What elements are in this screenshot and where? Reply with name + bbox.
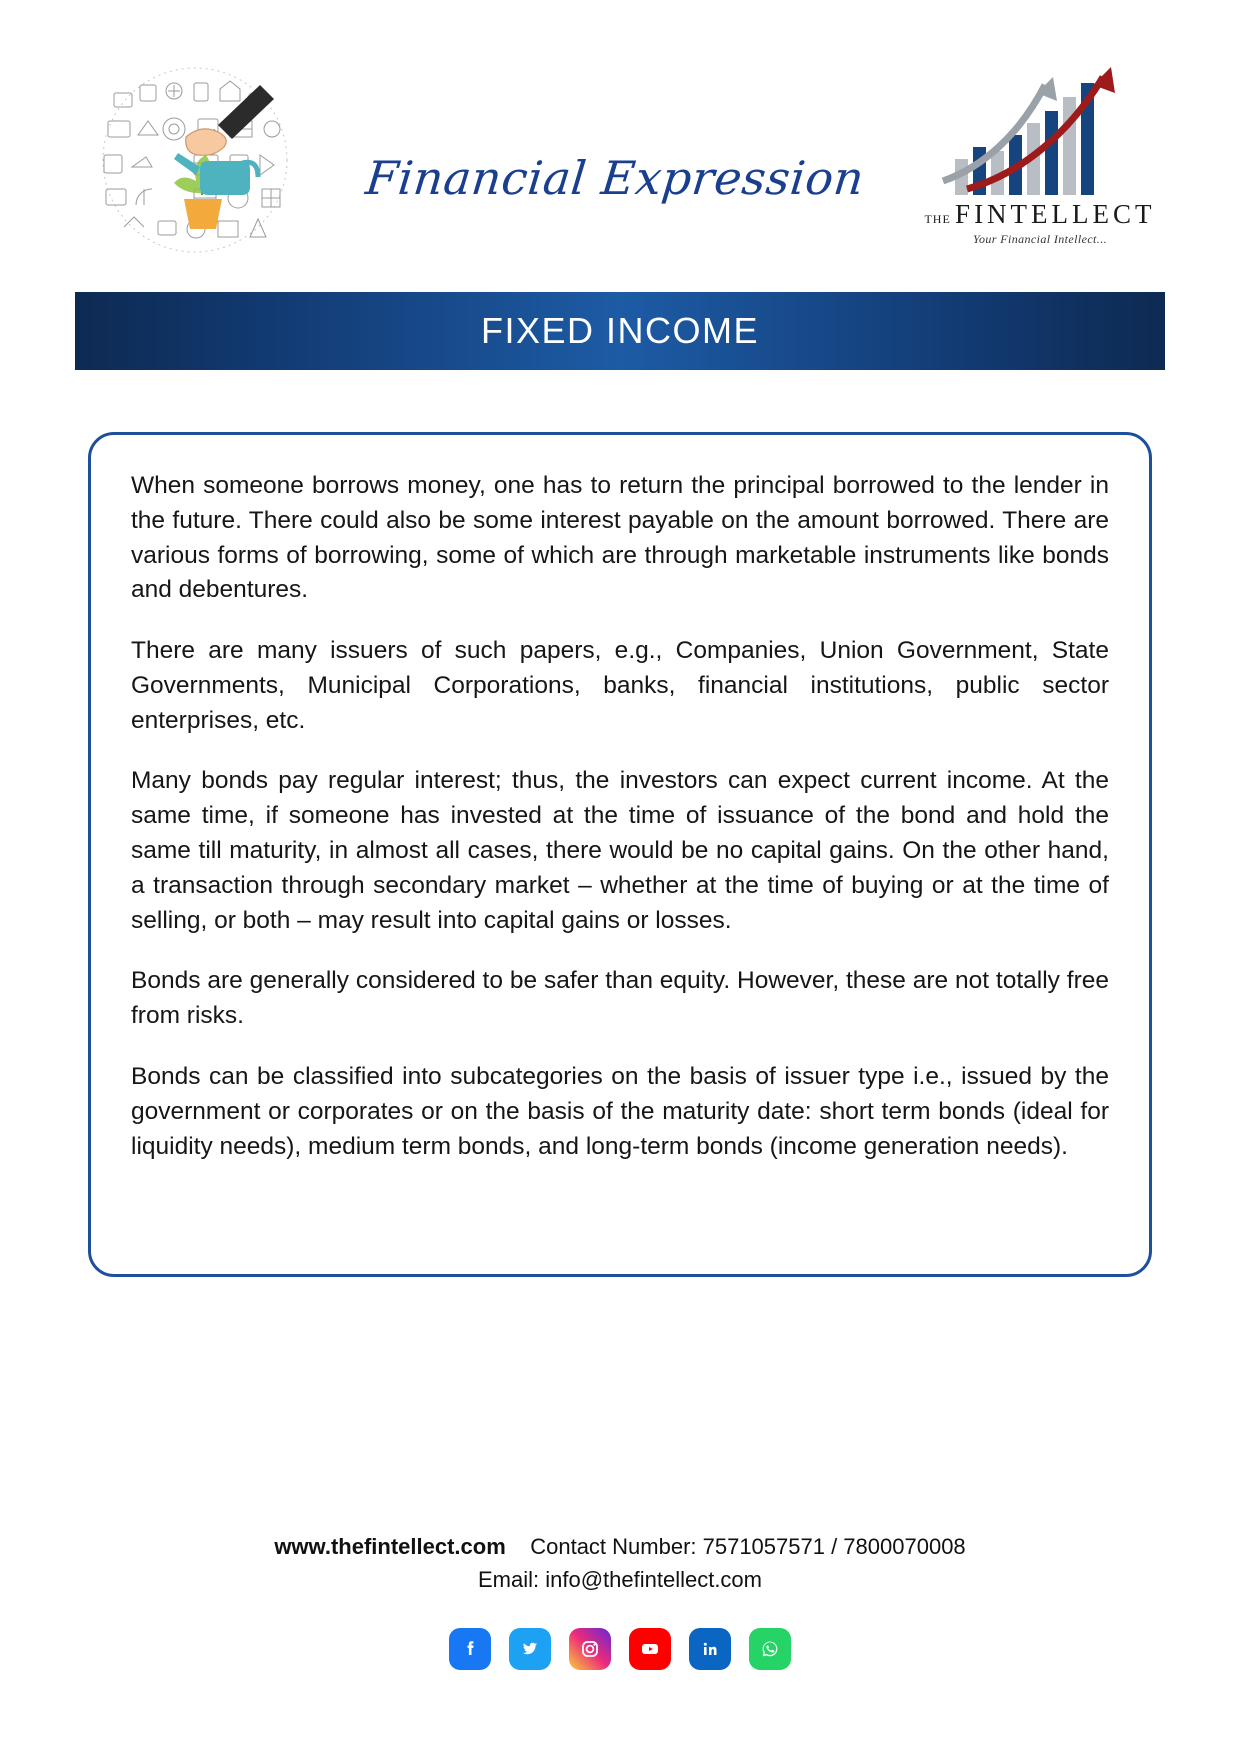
hand-pen-icon	[186, 85, 274, 155]
paragraph-1: When someone borrows money, one has to return the principal borrowed to the lender in the future. There could also be some interest payable on the amount borrowed. There are various forms of borrowing, some of which are through marketable instruments like bonds and debentures.	[131, 472, 1109, 604]
section-banner	[75, 292, 1165, 370]
website-link[interactable]: www.thefintellect.com	[274, 1534, 506, 1559]
paragraph-3: Many bonds pay regular interest; thus, the investors can expect current income. At the same time, if someone has invested at the time of issuance of the bond and hold the same till maturity, in almost all cases, there would be no capital gains. On the other hand, a transaction through secondary market – whether at the time of buying or at the time of selling, or both – may result into capital gains or losses.	[131, 767, 1109, 934]
paragraph-4: Bonds are generally considered to be safer than equity. However, these are not totally free from risks.	[131, 967, 1109, 1030]
social-links	[0, 1628, 1240, 1670]
logo-wordmark	[920, 200, 1160, 230]
finance-doodle-illustration	[90, 63, 300, 258]
growth-chart-logo-icon	[933, 63, 1148, 198]
instagram-icon[interactable]	[569, 1628, 611, 1670]
logo-name: FINTELLECT	[955, 198, 1156, 229]
paragraph-2: There are many issuers of such papers, e.g., Companies, Union Government, State Governments, Municipal Corporations, banks, financial institutions, public sector enterprises, etc.	[131, 637, 1109, 734]
page-header	[0, 0, 1240, 270]
contact-number: Contact Number: 7571057571 / 7800070008	[530, 1534, 966, 1559]
article-content-box	[88, 432, 1152, 1277]
footer-email-line	[0, 1563, 1240, 1596]
email-address[interactable]: Email: info@thefintellect.com	[477, 1567, 762, 1592]
page-footer	[0, 1530, 1240, 1670]
whatsapp-icon[interactable]	[749, 1628, 791, 1670]
page-title: Financial Expression	[363, 150, 867, 205]
logo-tagline: Your Financial Intellect...	[972, 232, 1107, 247]
youtube-icon[interactable]	[629, 1628, 671, 1670]
linkedin-icon[interactable]	[689, 1628, 731, 1670]
footer-contact-line	[0, 1530, 1240, 1563]
logo-the: THE	[924, 211, 951, 226]
company-logo	[920, 63, 1160, 263]
paragraph-5: Bonds can be classified into subcategories on the basis of issuer type i.e., issued by the government or corporates or on the basis of the maturity date: short term bonds (ideal for liquidity needs), medium term bonds, and long-term bonds (income generation needs).	[131, 1062, 1109, 1160]
section-title: FIXED INCOME	[480, 310, 759, 351]
twitter-icon[interactable]	[509, 1628, 551, 1670]
header-doodle-graphic	[80, 55, 310, 270]
facebook-icon[interactable]	[449, 1628, 491, 1670]
